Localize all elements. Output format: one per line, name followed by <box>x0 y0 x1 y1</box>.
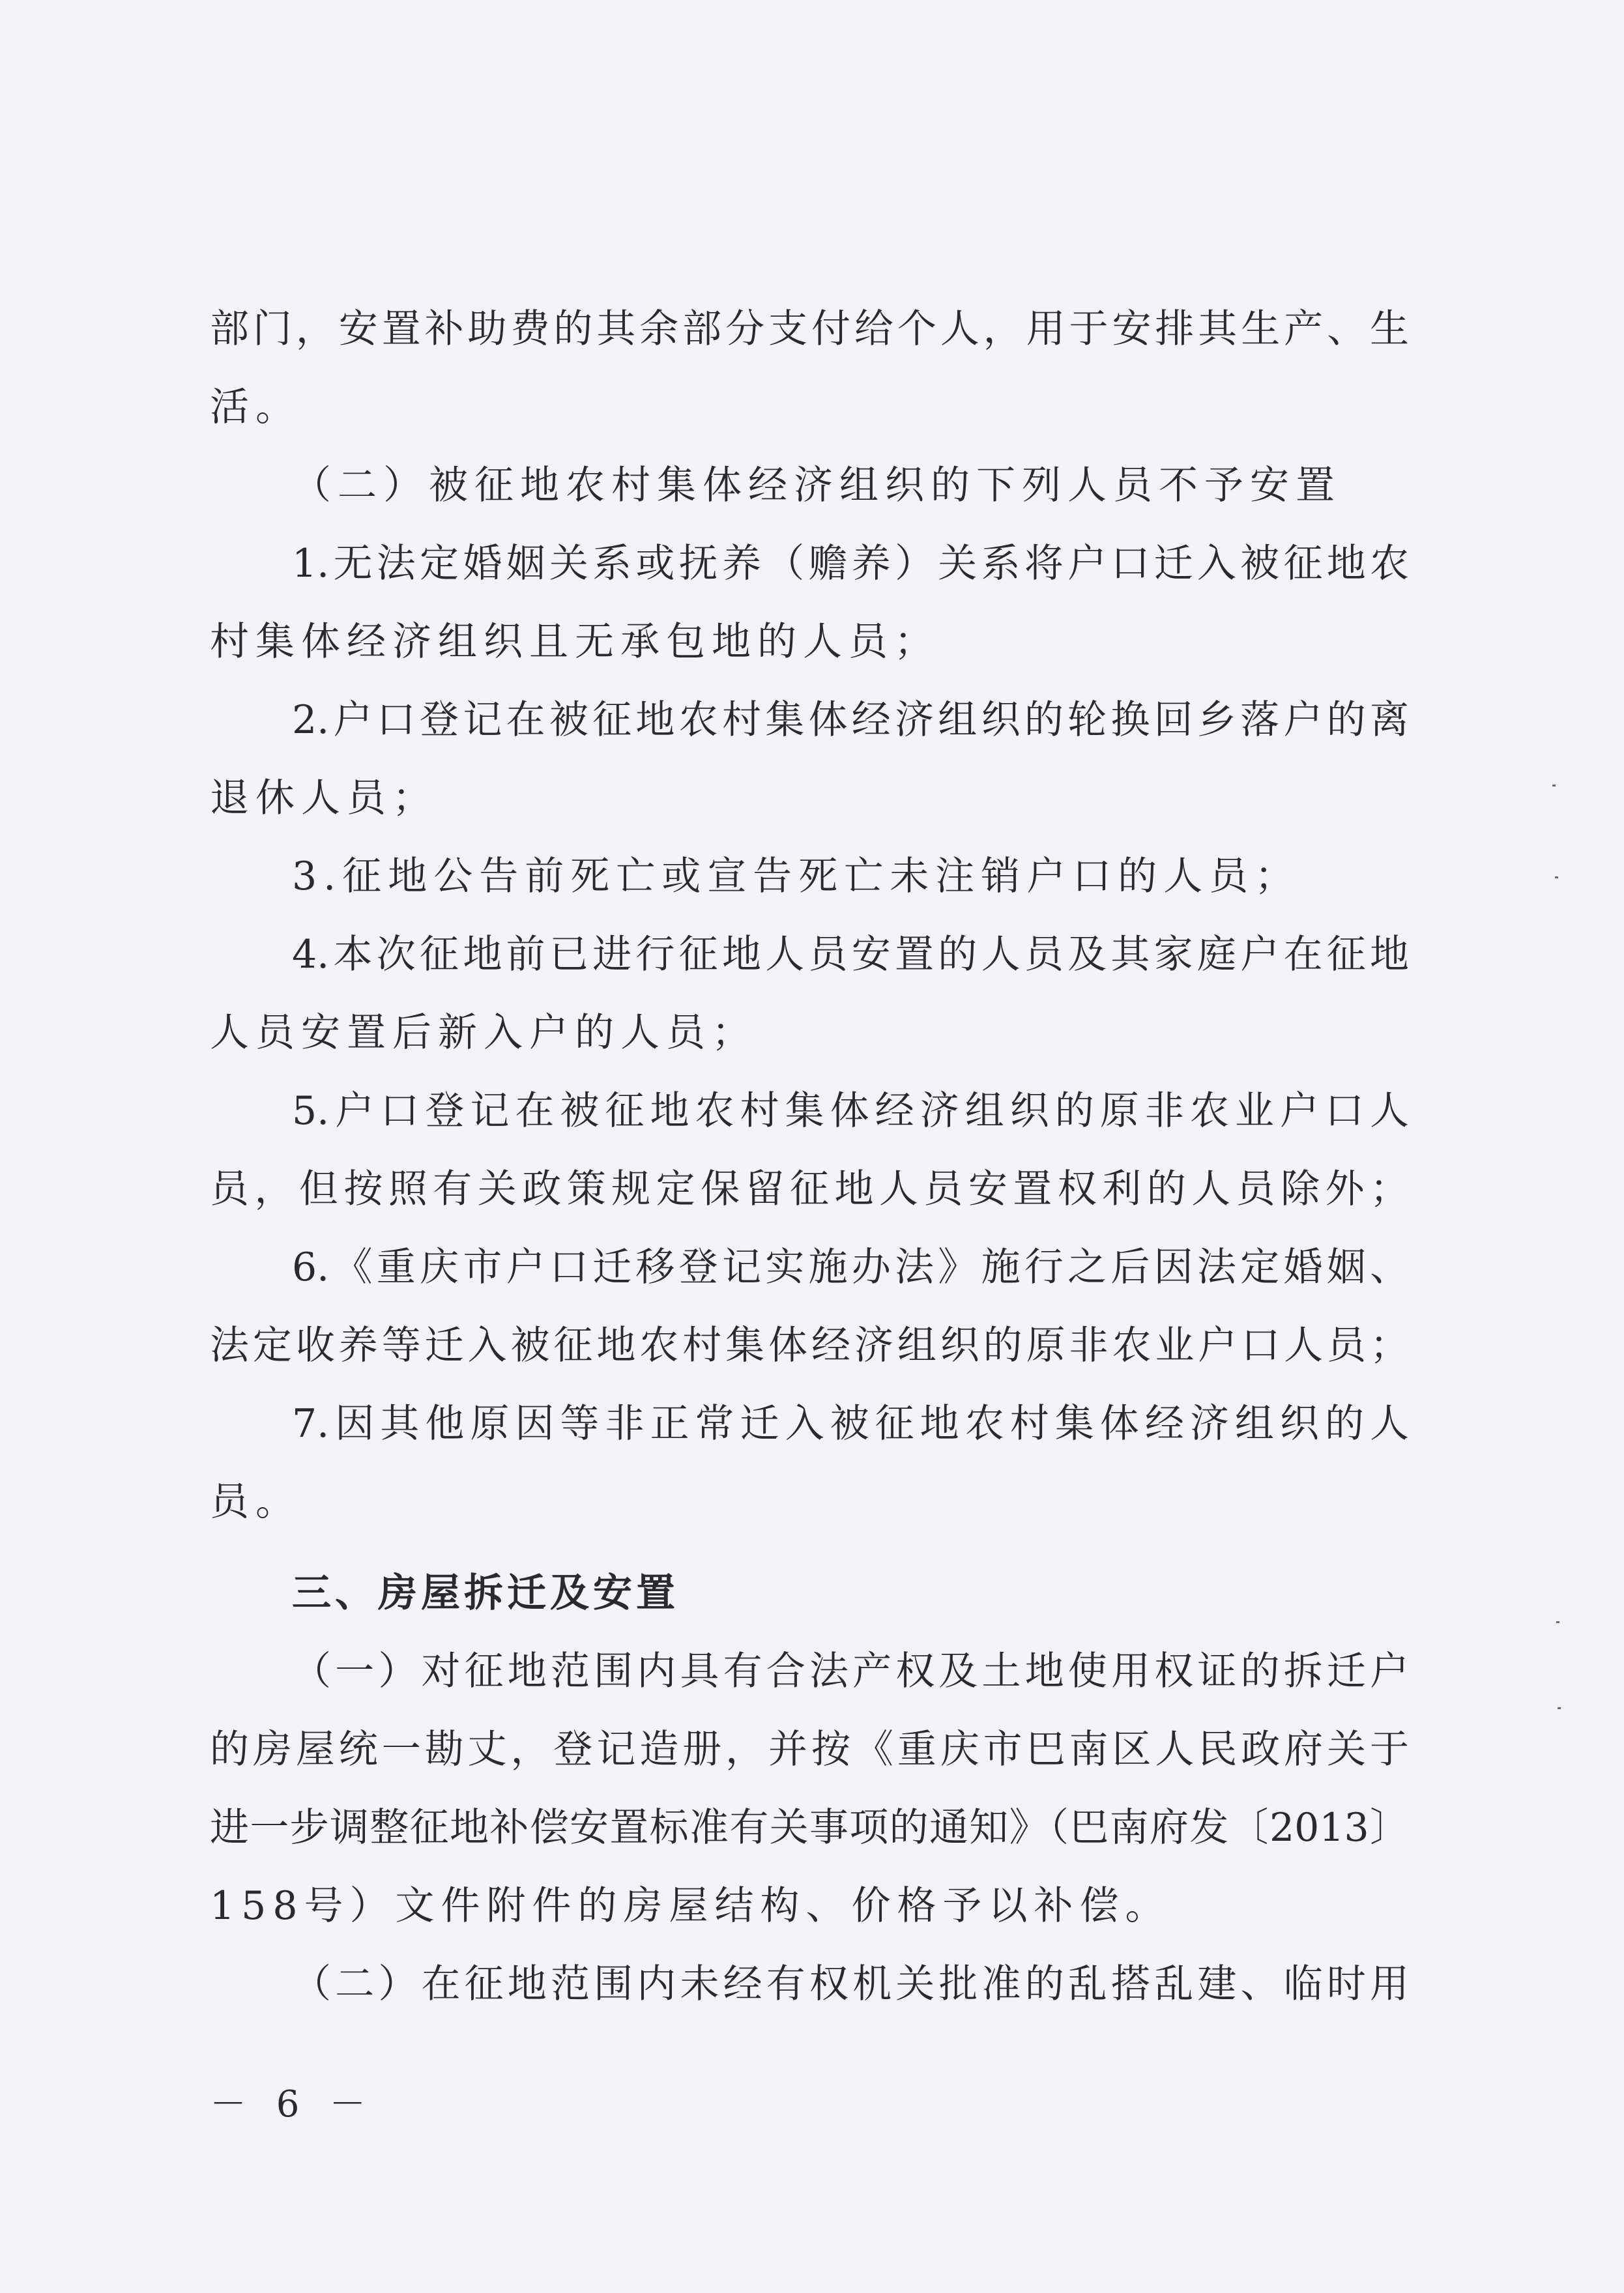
text-line: 进一步调整征地补偿安置标准有关事项的通知》（巴南府发〔2013〕 <box>210 1805 1409 1851</box>
scan-speck <box>1558 1707 1561 1709</box>
list-item: 6.《重庆市户口迁移登记实施办法》施行之后因法定婚姻、 <box>292 1245 1409 1290</box>
scan-speck <box>1555 876 1558 878</box>
section-subheading: （二）被征地农村集体经济组织的下列人员不予安置 <box>292 463 1341 508</box>
text-line: 退休人员； <box>210 775 438 821</box>
text-line: 员，但按照有关政策规定保留征地人员安置权利的人员除外； <box>210 1166 1409 1212</box>
list-item: 5.户口登记在被征地农村集体经济组织的原非农业户口人 <box>292 1088 1409 1134</box>
text-line: 活。 <box>210 384 301 430</box>
section-heading: 三、房屋拆迁及安置 <box>292 1570 679 1616</box>
text-line: 的房屋统一勘丈，登记造册，并按《重庆市巴南区人民政府关于 <box>210 1727 1409 1772</box>
page-number: － 6 － <box>210 2083 375 2126</box>
list-item: 1.无法定婚姻关系或抚养（赡养）关系将户口迁入被征地农 <box>292 541 1409 586</box>
list-item: 3.征地公告前死亡或宣告死亡未注销户口的人员； <box>292 854 1301 899</box>
text-line: （一）对征地范围内具有合法产权及土地使用权证的拆迁户 <box>292 1649 1409 1694</box>
text-line: 员。 <box>210 1479 301 1525</box>
text-line: （二）在征地范围内未经有权机关批准的乱搭乱建、临时用 <box>292 1961 1409 2007</box>
scan-speck <box>1556 1621 1559 1623</box>
list-item: 4.本次征地前已进行征地人员安置的人员及其家庭户在征地 <box>292 932 1409 977</box>
list-item: 7.因其他原因等非正常迁入被征地农村集体经济组织的人 <box>292 1401 1409 1447</box>
scan-speck <box>1552 785 1556 786</box>
text-line: 部门，安置补助费的其余部分支付给个人，用于安排其生产、生 <box>210 306 1409 352</box>
text-line: 人员安置后新入户的人员； <box>210 1010 757 1056</box>
text-line: 158号）文件附件的房屋结构、价格予以补偿。 <box>210 1883 1171 1929</box>
list-item: 2.户口登记在被征地农村集体经济组织的轮换回乡落户的离 <box>292 697 1409 743</box>
text-line: 法定收养等迁入被征地农村集体经济组织的原非农业户口人员； <box>210 1323 1409 1368</box>
text-line: 村集体经济组织且无承包地的人员； <box>210 619 940 665</box>
